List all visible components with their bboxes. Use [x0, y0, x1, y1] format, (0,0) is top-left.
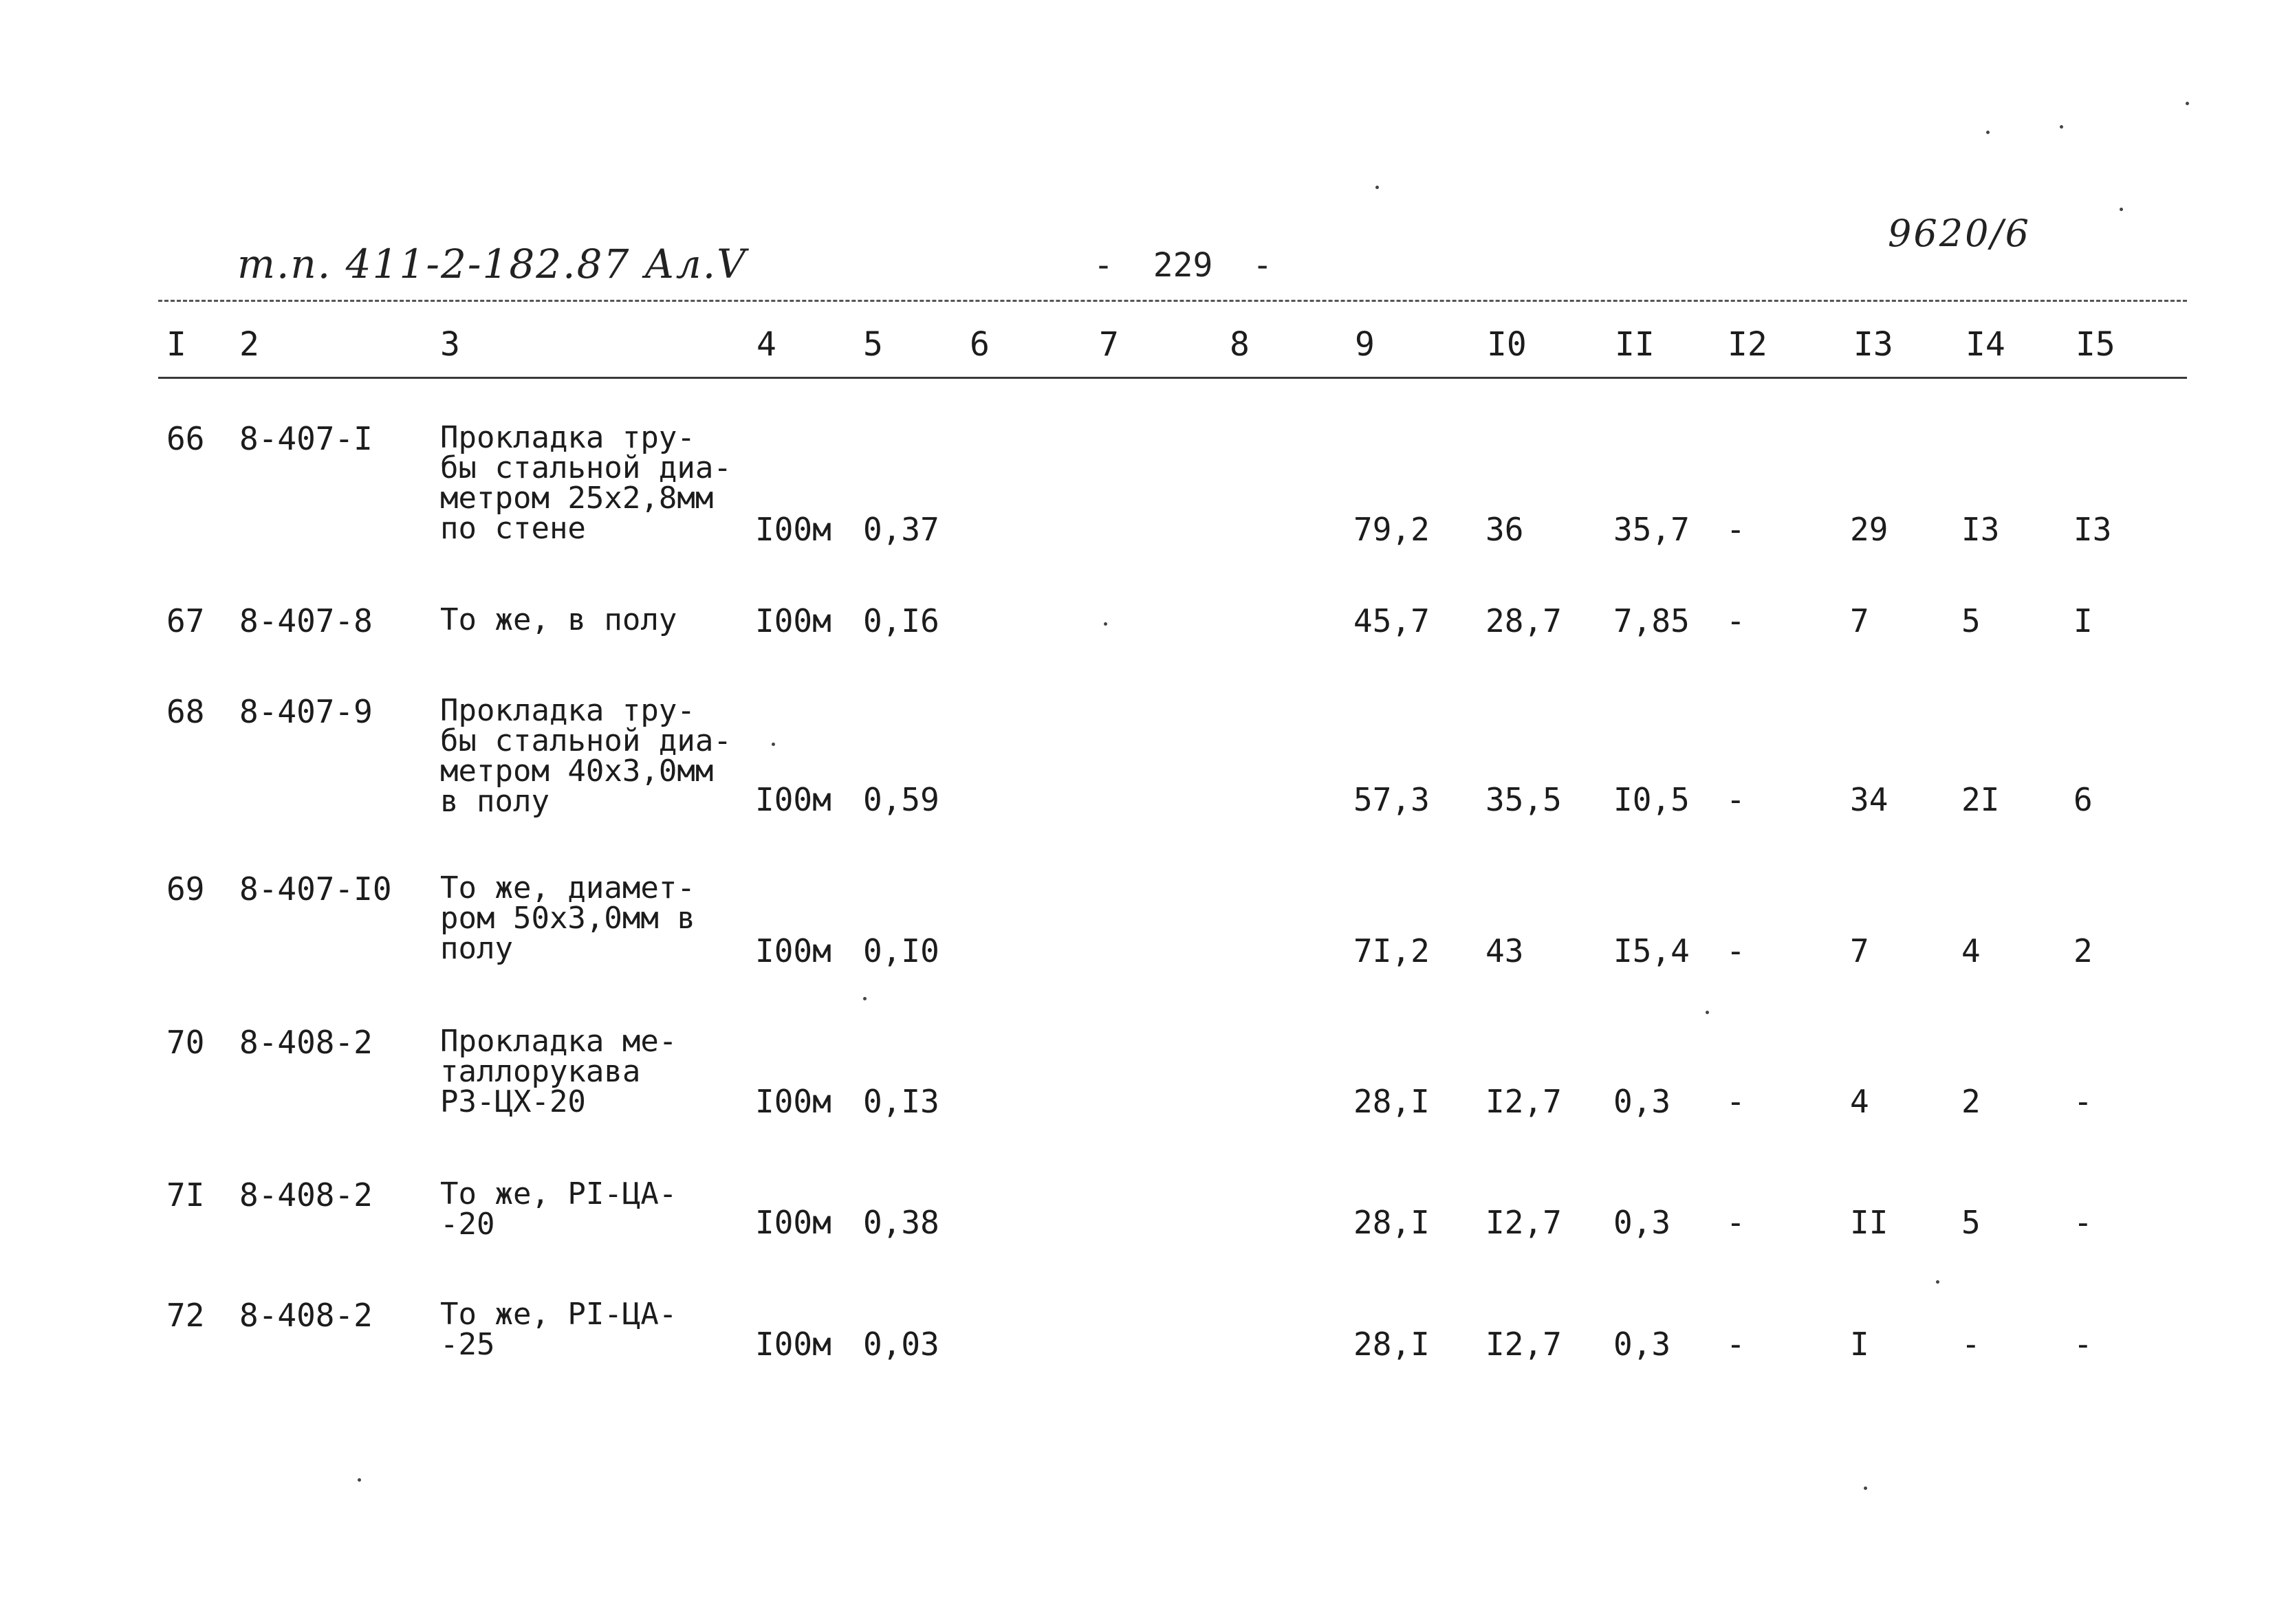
col-13-value: I [1850, 1326, 1869, 1363]
scan-speck [358, 1478, 361, 1482]
col-14-value: I3 [1961, 511, 2000, 548]
scan-speck [1104, 622, 1107, 626]
col-9-value: 57,3 [1353, 781, 1430, 818]
column-header: I4 [1966, 325, 2005, 364]
col-11-value: 0,3 [1613, 1083, 1671, 1120]
unit: I00м [755, 1204, 831, 1241]
col-9-value: 7I,2 [1353, 932, 1430, 969]
work-description: Прокладка ме- таллорукава РЗ-ЦХ-20 [440, 1024, 677, 1119]
rate-code: 8-407-8 [239, 602, 373, 639]
column-header: 5 [863, 325, 883, 364]
column-header: I [166, 325, 186, 364]
table-row [0, 602, 2275, 639]
column-header: I0 [1487, 325, 1527, 364]
col-10-value: I2,7 [1485, 1326, 1562, 1363]
col-10-value: I2,7 [1485, 1204, 1562, 1241]
row-number: 69 [166, 870, 205, 908]
row-number: 7I [166, 1176, 205, 1214]
col-14-value: - [1961, 1326, 1981, 1363]
col-9-value: 79,2 [1353, 511, 1430, 548]
work-description: То же, в полу [440, 602, 677, 637]
rate-code: 8-408-2 [239, 1297, 373, 1334]
column-header: 4 [756, 325, 776, 364]
col-13-value: 7 [1850, 932, 1869, 969]
unit: I00м [755, 1083, 831, 1120]
col-12-value: - [1726, 781, 1745, 818]
unit: I00м [755, 511, 831, 548]
col-12-value: - [1726, 511, 1745, 548]
scan-speck [1936, 1280, 1939, 1284]
col-15-value: I [2073, 602, 2093, 639]
col-10-value: 35,5 [1485, 781, 1562, 818]
rate-code: 8-407-9 [239, 693, 373, 730]
quantity: 0,03 [863, 1326, 939, 1363]
col-10-value: 36 [1485, 511, 1524, 548]
unit: I00м [755, 932, 831, 969]
sheet-code: 9620/6 [1888, 212, 2031, 255]
column-header: 8 [1230, 325, 1250, 364]
col-9-value: 28,I [1353, 1083, 1430, 1120]
row-number: 72 [166, 1297, 205, 1334]
col-14-value: 2 [1961, 1083, 1981, 1120]
col-11-value: I0,5 [1613, 781, 1690, 818]
rate-code: 8-407-I0 [239, 870, 392, 908]
table-row [0, 870, 2275, 969]
col-11-value: 0,3 [1613, 1204, 1671, 1241]
work-description: То же, РI-ЦА- -25 [440, 1297, 677, 1362]
page-number: - 229 - [1093, 246, 1273, 285]
row-number: 67 [166, 602, 205, 639]
col-15-value: - [2073, 1083, 2093, 1120]
col-12-value: - [1726, 1083, 1745, 1120]
work-description: То же, диамет- ром 50х3,0мм в полу [440, 870, 695, 966]
unit: I00м [755, 781, 831, 818]
col-15-value: - [2073, 1326, 2093, 1363]
col-11-value: 7,85 [1613, 602, 1690, 639]
scan-speck [1375, 186, 1379, 189]
column-header: I2 [1728, 325, 1767, 364]
col-11-value: 0,3 [1613, 1326, 1671, 1363]
col-11-value: 35,7 [1613, 511, 1690, 548]
column-header: II [1615, 325, 1655, 364]
column-header: 3 [440, 325, 460, 364]
quantity: 0,38 [863, 1204, 939, 1241]
col-9-value: 28,I [1353, 1326, 1430, 1363]
col-9-value: 28,I [1353, 1204, 1430, 1241]
rate-code: 8-408-2 [239, 1176, 373, 1214]
quantity: 0,I3 [863, 1083, 939, 1120]
row-number: 70 [166, 1024, 205, 1061]
table-row [0, 420, 2275, 548]
scan-speck [2186, 102, 2189, 105]
col-13-value: 34 [1850, 781, 1888, 818]
scan-speck [863, 997, 867, 1000]
work-description: То же, РI-ЦА- -20 [440, 1176, 677, 1242]
col-13-value: 29 [1850, 511, 1888, 548]
col-15-value: I3 [2073, 511, 2112, 548]
scan-speck [1706, 1011, 1709, 1014]
col-14-value: 5 [1961, 1204, 1981, 1241]
scan-speck [2060, 125, 2063, 129]
col-11-value: I5,4 [1613, 932, 1690, 969]
table-row [0, 1297, 2275, 1363]
col-15-value: - [2073, 1204, 2093, 1241]
col-15-value: 6 [2073, 781, 2093, 818]
col-12-value: - [1726, 602, 1745, 639]
row-number: 66 [166, 420, 205, 457]
scan-speck [772, 743, 775, 746]
quantity: 0,I6 [863, 602, 939, 639]
col-12-value: - [1726, 1326, 1745, 1363]
col-13-value: 7 [1850, 602, 1869, 639]
col-15-value: 2 [2073, 932, 2093, 969]
col-9-value: 45,7 [1353, 602, 1430, 639]
row-number: 68 [166, 693, 205, 730]
work-description: Прокладка тру- бы стальной диа- метром 40х3,0мм в полу [440, 693, 732, 819]
column-header: 9 [1355, 325, 1375, 364]
col-14-value: 4 [1961, 932, 1981, 969]
column-header: I5 [2076, 325, 2115, 364]
scan-speck [1864, 1486, 1867, 1490]
column-header: 6 [970, 325, 990, 364]
unit: I00м [755, 1326, 831, 1363]
document-code: т.п. 411-2-182.87 Ал.V [237, 241, 748, 287]
scan-speck [1986, 131, 1990, 134]
col-13-value: 4 [1850, 1083, 1869, 1120]
scan-speck [2120, 208, 2123, 211]
unit: I00м [755, 602, 831, 639]
rate-code: 8-408-2 [239, 1024, 373, 1061]
quantity: 0,I0 [863, 932, 939, 969]
col-10-value: 28,7 [1485, 602, 1562, 639]
col-13-value: II [1850, 1204, 1888, 1241]
table-row [0, 1176, 2275, 1242]
col-10-value: 43 [1485, 932, 1524, 969]
table-header-rule [158, 377, 2187, 379]
col-12-value: - [1726, 932, 1745, 969]
col-14-value: 2I [1961, 781, 2000, 818]
work-description: Прокладка тру- бы стальной диа- метром 25х2,8мм по стене [440, 420, 732, 546]
column-header: 7 [1099, 325, 1119, 364]
col-10-value: I2,7 [1485, 1083, 1562, 1120]
rate-code: 8-407-I [239, 420, 373, 457]
table-top-rule [158, 300, 2187, 302]
quantity: 0,59 [863, 781, 939, 818]
column-header: 2 [239, 325, 259, 364]
col-14-value: 5 [1961, 602, 1981, 639]
quantity: 0,37 [863, 511, 939, 548]
column-header: I3 [1853, 325, 1893, 364]
col-12-value: - [1726, 1204, 1745, 1241]
